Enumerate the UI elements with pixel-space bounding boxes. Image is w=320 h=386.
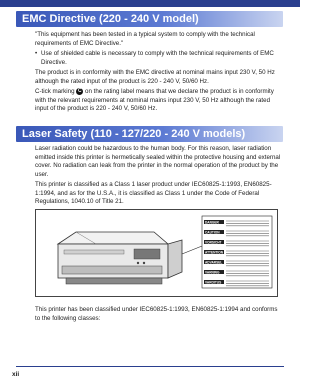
section-heading-laser: Laser Safety (110 - 127/220 - 240 V models)	[16, 126, 283, 142]
label-heading: VAROITUS	[205, 280, 222, 285]
page-number: xii	[12, 371, 20, 378]
section-heading-emc: EMC Directive (220 - 240 V model)	[16, 11, 283, 27]
laser-conform-paragraph: This printer has been classified under IEC60825-1:1993, EN60825-1:1994 and conforms to the following classes:	[35, 306, 278, 322]
top-border	[0, 0, 300, 7]
emc-bullet	[35, 50, 282, 67]
printer-icon	[58, 232, 182, 284]
laser-class-paragraph: This printer is classified as a Class 1 laser product under IEC60825-1:1993, EN60825-1:1994, and as for the U.S.A., it is classified as Class 1 under the Code of Federal Regulations, 1040.10 of Title 21.	[35, 181, 272, 206]
label-heading: CAUTION	[205, 230, 220, 235]
laser-radiation-paragraph: Laser radiation could be hazardous to the human body. For this reason, laser radiation emitted inside this printer is hermetically sealed within the protective housing and external cover. No radiation can leak from the printer in the normal operation of the product by the user.	[35, 145, 281, 178]
emc-conformity-paragraph: The product is in conformity with the EMC directive at nominal mains input 230 V, 50 Hz although the rated input of the product is 220 - 240 V, 50/60 Hz.	[35, 69, 275, 85]
ctick-text-after: on the rating label means that we declare the product is in conformity with the relevant requirements at nominal mains input 230 V, 50 Hz although the rated input of the product is 220 - 240 V, 50/60 Hz.	[35, 88, 274, 113]
label-heading: VORSICHT	[205, 240, 222, 245]
printer-illustration	[36, 210, 277, 296]
bullet-dot-icon: •	[35, 50, 38, 57]
label-heading: ATTENTION	[205, 250, 224, 255]
bottom-border	[16, 366, 284, 367]
label-heading: ADVARSEL	[205, 260, 223, 265]
label-heading: VARNING	[205, 270, 220, 275]
ctick-paragraph	[35, 88, 282, 114]
ctick-text-before: C-tick marking	[35, 88, 75, 96]
label-heading: DANGER	[205, 220, 219, 225]
printer-label-figure	[35, 209, 278, 297]
emc-bullet-text: Use of shielded cable is necessary to comply with the technical requirements of EMC Directive.	[41, 50, 274, 66]
emc-quote-paragraph: "This equipment has been tested in a typical system to comply with the technical requirements of EMC Directive."	[35, 31, 255, 47]
c-tick-mark-icon: C	[77, 88, 82, 94]
